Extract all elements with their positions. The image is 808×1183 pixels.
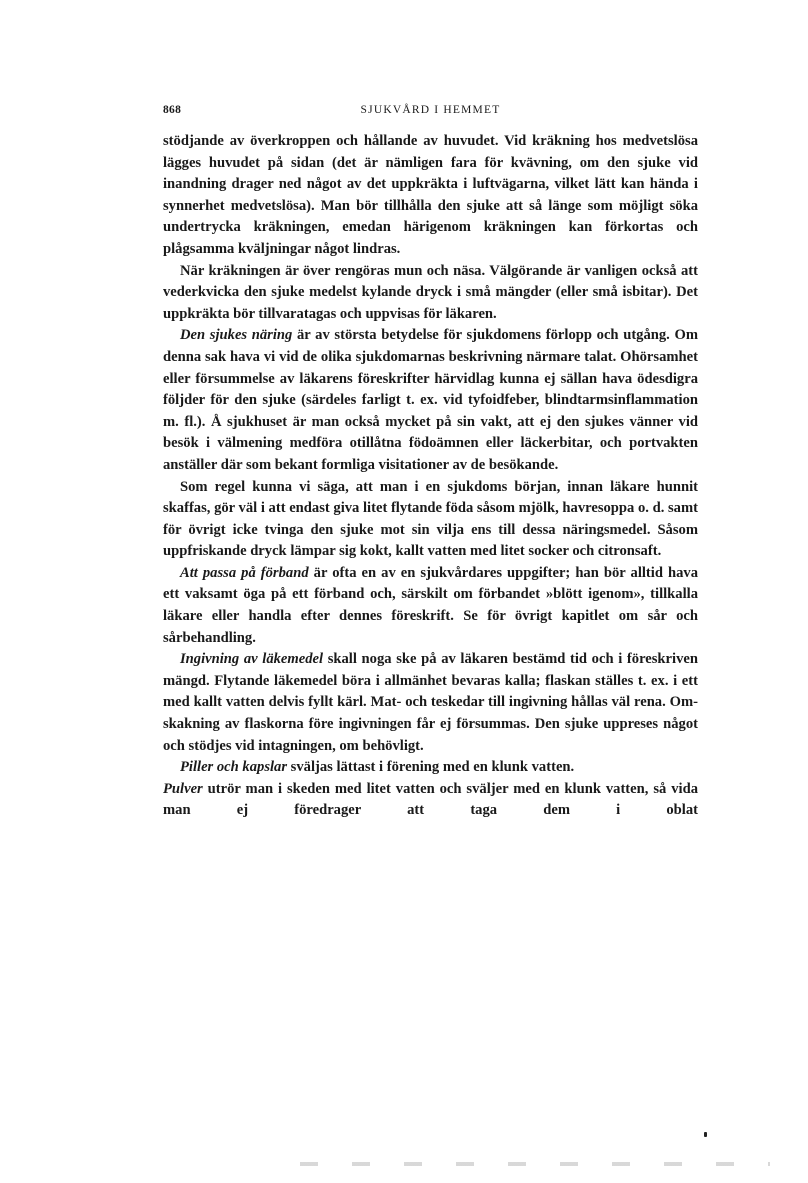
paragraph: Som regel kunna vi säga, att man i en sjukdoms början, innan läkare hunnit skaffas, gör väl i att endast giva litet flytande föda såsom mjölk, havresoppa o. d. samt för övrigt icke tvinga den sjuke mot sin vilja ens till dessa näringsmedel. Såsom uppfriskande dryck lämpar sig kokt, kallt vatten med litet socker och citronsaft. [163, 478, 698, 560]
paragraph: Piller och kapslar sväljas lättast i förening med en klunk vatten. [180, 759, 575, 776]
paragraph-lead: Ingivning av läkemedel [180, 651, 324, 668]
paragraph: Pulver utrör man i skeden med litet vatten och sväljer med en klunk vatten, så vida man ej föredrager att taga dem i oblat [163, 780, 698, 819]
ink-speck [704, 1132, 707, 1137]
page-number: 868 [163, 104, 182, 116]
paragraph-lead: Den sjukes näring [180, 327, 293, 344]
paragraph-lead: Att passa på förband [180, 564, 309, 581]
paragraph: stödjande av överkroppen och hållande av huvudet. Vid kräkning hos medvetslösa lägges huvudet på sidan (det är nämligen fara för kvävning, om den sjuke vid inandning drager ned något av det uppkräkta i luftvägarna, vilket lätt kan hända i synnerhet medvetslösa). Man bör tillhålla den sjuke att så länge som möjligt söka undertrycka kräkningen, emedan härigenom kräkningen kan förkortas och plågsamma kväljningar något lindras. [163, 133, 698, 257]
scan-artifact-dashes [300, 1162, 770, 1166]
page-header [163, 104, 698, 124]
paragraph: Att passa på förband är ofta en av en sjukvårdares uppgifter; han bör alltid hava ett vaksamt öga på ett förband och, särskilt om förbandet »blött igenom», tillkalla läkare eller handla efter dennes föreskrift. Se för övrigt kapitlet om sår och sårbehandling. [163, 564, 698, 646]
running-title: SJUKVÅRD I HEMMET [360, 104, 501, 116]
paragraph: Den sjukes näring är av största betydelse för sjukdomens förlopp och utgång. Om denna sak hava vi vid de olika sjukdomarnas beskrivning närmare talat. Ohörsamhet eller försummelse av läkarens föreskrifter härvidlag kunna ej sällan hava ödesdigra följder för den sjuke (särdeles farligt t. ex. vid tyfoidfeber, blindtarmsinflammation m. fl.). Å sjukhuset är man också mycket på sin vakt, att ej den sjukes vänner vid besök i välmening medföra otillåtna födoämnen eller läckerbitar, och portvakten anställer där som bekant formliga visitationer av de besökande. [163, 327, 698, 473]
book-page [163, 104, 698, 822]
paragraph: När kräkningen är över rengöras mun och näsa. Välgörande är vanligen också att vederkvicka den sjuke medelst kylande dryck i små mängder (eller små isbitar). Det uppkräkta bör tillvaratagas och uppvisas för läkaren. [163, 262, 698, 322]
paragraph-lead: Piller och kapslar [180, 759, 288, 776]
body-text [163, 131, 698, 822]
paragraph-lead: Pulver [163, 780, 203, 797]
paragraph: Ingivning av läkemedel skall noga ske på av läkaren bestämd tid och i föreskriven mängd. Flytande läkemedel böra i allmänhet bevaras kalla; flaskan ställes t. ex. i ett med kallt vatten delvis fyllt kärl. Mat- och teskedar till ingivning hållas väl rena. Omskakning av flaskorna före ingivningen får ej försummas. Den sjuke uppreses något och stödjes vid intagningen, om behövligt. [163, 651, 698, 754]
